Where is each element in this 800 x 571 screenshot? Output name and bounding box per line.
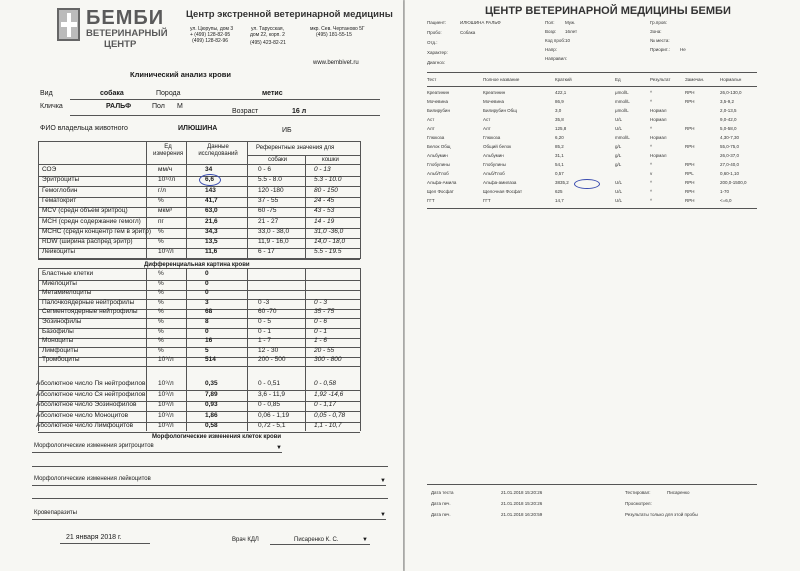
table-cell: v bbox=[650, 171, 653, 176]
table-cell: mmol/L bbox=[615, 99, 630, 104]
param-ref-cat: 300 - 800 bbox=[314, 356, 342, 364]
param-name: MCHC (средн концентр гем в эритр) bbox=[42, 227, 152, 235]
table-cell: Общий белок bbox=[483, 144, 512, 149]
meta-label: Пол: bbox=[545, 20, 555, 25]
pol-label: Пол bbox=[152, 103, 165, 110]
table-cell: 35,8 bbox=[555, 117, 564, 122]
param-name: Абсолютное число Пя нейтрофилов bbox=[36, 380, 146, 387]
table-cell: Альфа-амилаза bbox=[483, 180, 517, 185]
morph-leuk-label: Морфологические изменения лейкоцитов bbox=[34, 476, 151, 482]
param-value: 68 bbox=[205, 308, 213, 316]
param-value: 0 bbox=[205, 279, 209, 287]
param-unit: % bbox=[158, 298, 164, 306]
table-cell: Билирубин Общ bbox=[483, 108, 517, 113]
meta-value: 10 bbox=[565, 38, 571, 43]
table-cell: 200,0-1500,0 bbox=[720, 180, 747, 185]
table-cell: 2,0-13,5 bbox=[720, 108, 737, 113]
meta-label: Гр.пров: bbox=[650, 20, 668, 25]
param-ref-cat: 0 - 0,58 bbox=[314, 380, 337, 387]
param-unit: % bbox=[158, 337, 164, 345]
table-cell: 6,20 bbox=[555, 135, 564, 140]
table-cell: U/L bbox=[615, 126, 623, 131]
column-header: Замечан. bbox=[685, 77, 705, 82]
table-cell: ^ bbox=[650, 189, 653, 194]
param-name: Миелоциты bbox=[42, 279, 77, 287]
table-cell: ^ bbox=[650, 126, 653, 131]
pol-value: М bbox=[177, 103, 183, 110]
table-cell: ^ bbox=[650, 90, 653, 95]
doctor-name: Писаренко К. С. bbox=[294, 537, 339, 543]
param-ref-dog: 0 - 1 bbox=[258, 327, 272, 335]
param-unit: % bbox=[158, 289, 164, 297]
param-ref-dog: 0,72 - 5,1 bbox=[258, 422, 286, 430]
param-unit: г/л bbox=[158, 186, 166, 194]
center-title: Центр экстренной ветеринарной медицины bbox=[186, 9, 393, 20]
table-cell: Нормал bbox=[650, 108, 667, 113]
table-cell: 9,0-42,0 bbox=[720, 117, 737, 122]
meta-label: Отд.: bbox=[427, 40, 438, 45]
param-value: 6,6 bbox=[205, 176, 215, 184]
meta-label: Характер: bbox=[427, 50, 448, 55]
vozrast-value: 16 л bbox=[292, 108, 307, 115]
param-ref-cat: 1,1 - 10,7 bbox=[314, 422, 342, 430]
owner-value: ИЛЮШИНА bbox=[178, 125, 218, 132]
param-ref-cat: 1 - 6 bbox=[314, 337, 328, 345]
table-cell: U/L bbox=[615, 189, 623, 194]
table-cell: g/L bbox=[615, 144, 622, 149]
param-value: 11,6 bbox=[205, 248, 218, 256]
param-value: 34 bbox=[205, 166, 213, 173]
param-name: Гематокрит bbox=[42, 196, 77, 204]
biochem-printout bbox=[405, 0, 800, 571]
table-cell: U/L bbox=[615, 117, 623, 122]
table-cell: <=6,0 bbox=[720, 198, 732, 203]
vozrast-label: Возраст bbox=[232, 108, 259, 115]
table-cell: Щел Фосфат bbox=[427, 189, 454, 194]
param-name: Абсолютное число Лимфоцитов bbox=[36, 422, 134, 430]
param-ref-dog: 0 - 0,85 bbox=[258, 401, 281, 409]
owner-value-2: ИБ bbox=[282, 127, 292, 134]
morph-eryth-select[interactable] bbox=[32, 444, 282, 453]
param-value: 0,58 bbox=[205, 422, 218, 430]
table-cell: RPH bbox=[685, 189, 695, 194]
param-value: 21,6 bbox=[205, 217, 218, 225]
table-cell: Глюкоза bbox=[427, 135, 445, 140]
table-cell: Глобулины bbox=[483, 162, 506, 167]
param-value: 8 bbox=[205, 318, 209, 325]
table-cell: Щелочная Фосфат bbox=[483, 189, 523, 194]
param-ref-cat: 43 - 53 bbox=[314, 207, 335, 215]
param-ref-cat: 14 - 19 bbox=[314, 217, 335, 225]
column-header: Ед bbox=[615, 77, 621, 82]
param-unit: % bbox=[158, 308, 164, 316]
table-cell: Аст bbox=[483, 117, 491, 122]
param-ref-cat: 24 - 45 bbox=[314, 196, 335, 204]
param-name: MCV (средн объем эритроц) bbox=[42, 207, 128, 215]
table-cell: Альфа-Амила bbox=[427, 180, 457, 185]
param-ref-dog: 0 - 5 bbox=[258, 318, 272, 325]
param-name: RDW (ширина распред эритр) bbox=[42, 238, 133, 246]
param-value: 0,35 bbox=[205, 380, 218, 387]
table-cell: Глобулины bbox=[427, 162, 450, 167]
param-ref-cat: 0 - 3 bbox=[314, 298, 328, 306]
param-value: 0,93 bbox=[205, 401, 218, 409]
table-cell: 3,0 bbox=[555, 108, 562, 113]
param-name: Абсолютное число Моноцитов bbox=[36, 411, 129, 419]
table-cell: Нормал bbox=[650, 117, 667, 122]
param-ref-cat: 1,92 -14,6 bbox=[314, 390, 344, 398]
param-ref-dog: 21 - 27 bbox=[258, 217, 279, 225]
th-ref: Референтные значения для bbox=[256, 145, 335, 151]
param-unit: пг bbox=[158, 217, 164, 225]
column-header: Тест bbox=[427, 77, 437, 82]
param-unit: 10⁹/л bbox=[158, 411, 174, 419]
table-cell: g/L bbox=[615, 153, 622, 158]
meta-label: Направил: bbox=[545, 56, 567, 61]
table-cell: Альб/Глоб bbox=[483, 171, 505, 176]
param-name: Эритроциты bbox=[42, 176, 80, 184]
table-cell: 4,30-7,30 bbox=[720, 135, 740, 140]
param-value: 34,3 bbox=[205, 227, 218, 235]
param-value: 13,5 bbox=[205, 238, 218, 246]
param-value: 143 bbox=[205, 186, 216, 194]
meta-label: Диагноз: bbox=[427, 60, 445, 65]
table-cell: ^ bbox=[650, 180, 653, 185]
table-cell: Креатинин bbox=[483, 90, 506, 95]
footer-label: Дата печ. bbox=[431, 501, 451, 506]
param-ref-cat: 31,0 -36,0 bbox=[314, 227, 344, 235]
meta-value: Муж. bbox=[565, 20, 576, 25]
param-unit: % bbox=[158, 238, 164, 246]
vid-value: собака bbox=[100, 90, 124, 97]
dropdown-arrow-icon[interactable]: ▼ bbox=[276, 445, 282, 451]
param-value: 1,86 bbox=[205, 411, 218, 419]
param-unit: % bbox=[158, 227, 164, 235]
address-2-street: ул. Тарусская, дом 22, корп. 2 bbox=[250, 26, 285, 38]
param-name: Сегментоядерные нейтрофилы bbox=[42, 308, 138, 316]
param-ref-dog: 37 - 55 bbox=[258, 196, 279, 204]
table-cell: 14,7 bbox=[555, 198, 564, 203]
meta-value: ИЛЮШИНА РАЛЬФ bbox=[460, 20, 501, 25]
table-cell: 27,0-40,0 bbox=[720, 162, 740, 167]
param-unit: 10¹²/л bbox=[158, 176, 176, 184]
param-unit: % bbox=[158, 346, 164, 354]
param-ref-cat: 0 - 1,17 bbox=[314, 401, 337, 409]
param-ref-cat: 0 - 13 bbox=[314, 166, 331, 173]
param-ref-dog: 6 - 17 bbox=[258, 248, 275, 256]
table-cell: Креатинин bbox=[427, 90, 450, 95]
table-cell: U/L bbox=[615, 180, 623, 185]
param-value: 5 bbox=[205, 346, 209, 354]
morph-title: Морфологические изменения клеток крови bbox=[152, 434, 282, 440]
param-value: 7,89 bbox=[205, 390, 218, 398]
klichka-value: РАЛЬФ bbox=[106, 103, 132, 110]
dropdown-arrow-icon[interactable]: ▼ bbox=[380, 512, 386, 518]
param-value: 3 bbox=[205, 298, 209, 306]
param-name: Лимфоциты bbox=[42, 346, 79, 354]
vid-label: Вид bbox=[40, 90, 53, 97]
table-cell: 0,57 bbox=[555, 171, 564, 176]
param-ref-dog: 0,06 - 1,19 bbox=[258, 411, 290, 419]
meta-label: Возр: bbox=[545, 29, 557, 34]
param-name: Палочкоядерные нейтрофилы bbox=[42, 298, 135, 306]
table-cell: 31,1 bbox=[555, 153, 564, 158]
table-cell: U/L bbox=[615, 198, 623, 203]
parasites-label: Кровепаразиты bbox=[34, 510, 77, 516]
cross-logo-icon bbox=[57, 8, 80, 41]
param-ref-dog: 5.5 - 8.0 bbox=[258, 176, 282, 184]
param-ref-cat: 0 - 6 bbox=[314, 318, 328, 325]
param-ref-dog: 33,0 - 38,0 bbox=[258, 227, 290, 235]
address-1-street: ул. Цюрупы, дом 3 bbox=[190, 26, 234, 32]
param-ref-dog: 0 - 0,51 bbox=[258, 380, 281, 387]
meta-value: Не bbox=[680, 47, 686, 52]
param-ref-dog: 3,6 - 11,9 bbox=[258, 390, 285, 398]
param-ref-dog: 1 - 7 bbox=[258, 337, 272, 345]
table-cell: μmol/L bbox=[615, 90, 629, 95]
param-unit: мкм³ bbox=[158, 207, 172, 215]
param-ref-cat: 0,05 - 0,78 bbox=[314, 411, 346, 419]
param-value: 0 bbox=[205, 327, 209, 335]
param-unit: 10⁹/л bbox=[158, 356, 174, 364]
param-unit: % bbox=[158, 196, 164, 204]
handwritten-circle bbox=[574, 179, 600, 189]
param-unit: % bbox=[158, 279, 164, 287]
table-cell: Белок Общ bbox=[427, 144, 451, 149]
param-name: Абсолютное число Ся нейтрофилов bbox=[36, 390, 146, 398]
handwritten-circle bbox=[199, 174, 221, 186]
address-1-phones: + (499) 128-82-95 (499) 128-82-96 bbox=[190, 32, 231, 44]
table-cell: Глюкоза bbox=[483, 135, 501, 140]
table-cell: RPH bbox=[685, 144, 695, 149]
param-value: 16 bbox=[205, 337, 213, 345]
th-cats: кошки bbox=[322, 157, 339, 163]
column-header: Краткий bbox=[555, 77, 572, 82]
table-cell: RPH bbox=[685, 90, 695, 95]
table-cell: 625 bbox=[555, 189, 563, 194]
footer-label: Дата теста bbox=[431, 490, 454, 495]
parasites-select[interactable] bbox=[32, 511, 386, 520]
lab-title: ЦЕНТР ВЕТЕРИНАРНОЙ МЕДИЦИНЫ БЕМБИ bbox=[485, 5, 731, 17]
dropdown-arrow-icon[interactable]: ▼ bbox=[380, 478, 386, 484]
param-value: 63,0 bbox=[205, 207, 218, 215]
table-cell: Аст bbox=[427, 117, 435, 122]
table-cell: Мочевина bbox=[483, 99, 504, 104]
brand-line1: БЕМБИ bbox=[86, 7, 165, 29]
param-unit: % bbox=[158, 327, 164, 335]
param-ref-dog: 12 - 30 bbox=[258, 346, 279, 354]
param-ref-cat: 14,0 - 18,0 bbox=[314, 238, 346, 246]
address-2-phones: (495) 423-82-21 bbox=[250, 40, 286, 46]
table-cell: 3835,2 bbox=[555, 180, 569, 185]
param-ref-cat: 20 - 55 bbox=[314, 346, 335, 354]
table-cell: 86,9 bbox=[555, 99, 564, 104]
meta-label: Приорит.: bbox=[650, 47, 670, 52]
param-name: Моноциты bbox=[42, 337, 74, 345]
table-cell: g/L bbox=[615, 162, 622, 167]
address-3-street: мкр. Сев. Чертаново 5Г bbox=[310, 26, 365, 32]
table-cell: Алт bbox=[427, 126, 435, 131]
meta-label: Пробо: bbox=[427, 30, 442, 35]
th-dogs: собаки bbox=[268, 157, 288, 163]
param-unit: % bbox=[158, 270, 164, 277]
table-cell: Алт bbox=[483, 126, 491, 131]
brand-line2: ВЕТЕРИНАРНЫЙ bbox=[86, 28, 168, 39]
doctor-label: Врач КДЛ bbox=[232, 537, 259, 543]
table-cell: ^ bbox=[650, 198, 653, 203]
param-ref-dog: 0 -3 bbox=[258, 298, 270, 306]
table-cell: μmol/L bbox=[615, 108, 629, 113]
table-cell: RPH bbox=[685, 180, 695, 185]
table-cell: mmol/L bbox=[615, 135, 630, 140]
param-ref-dog: 11,9 - 16,0 bbox=[258, 238, 289, 246]
param-name: Базофилы bbox=[42, 327, 74, 335]
param-unit: 10⁹/л bbox=[158, 390, 174, 398]
table-cell: ГГТ bbox=[483, 198, 491, 203]
table-cell: 55,0-75,0 bbox=[720, 144, 740, 149]
table-cell: Нормал bbox=[650, 135, 667, 140]
param-ref-dog: 200 - 500 bbox=[258, 356, 286, 364]
diff-title: Дифференциальная картина крови bbox=[144, 262, 250, 268]
column-header: Результат bbox=[650, 77, 671, 82]
table-cell: 5,0-58,0 bbox=[720, 126, 737, 131]
param-name: Абсолютное число Эозинофилов bbox=[36, 401, 137, 409]
param-ref-cat: 80 - 150 bbox=[314, 186, 338, 194]
meta-label: Код проб: bbox=[545, 38, 566, 43]
footer-value: 21.01.2018 15:20:26 bbox=[501, 490, 543, 495]
footer-label: Просмотрел: bbox=[625, 501, 652, 506]
param-unit: 10⁹/л bbox=[158, 248, 174, 256]
footer-label: Дата печ. bbox=[431, 512, 451, 517]
param-ref-cat: 5.3 - 10.0 bbox=[314, 176, 342, 184]
table-cell: Альб/Глоб bbox=[427, 171, 449, 176]
footer-value: 21.01.2018 15:20:26 bbox=[501, 501, 543, 506]
table-cell: Билирубин bbox=[427, 108, 450, 113]
address-3-phones: (495) 181-55-15 bbox=[316, 32, 352, 38]
morph-eryth-label: Морфологические изменения эритроцитов bbox=[34, 443, 154, 449]
meta-label: № места: bbox=[650, 38, 670, 43]
table-cell: ^ bbox=[650, 162, 653, 167]
table-cell: 1-70 bbox=[720, 189, 730, 194]
param-value: 0 bbox=[205, 289, 209, 297]
table-cell: 54,1 bbox=[555, 162, 564, 167]
meta-value: 16лет bbox=[565, 29, 578, 34]
footer-value: 21.01.2018 16:20:59 bbox=[501, 512, 543, 517]
table-cell: RPH bbox=[685, 198, 695, 203]
param-ref-dog: 120 -180 bbox=[258, 186, 284, 194]
table-cell: Нормал bbox=[650, 153, 667, 158]
table-cell: RPL bbox=[685, 171, 694, 176]
morph-leuk-select[interactable] bbox=[32, 477, 386, 486]
table-cell: RPH bbox=[685, 99, 695, 104]
dropdown-arrow-icon[interactable]: ▼ bbox=[362, 537, 368, 543]
table-cell: ГГТ bbox=[427, 198, 435, 203]
table-cell: 26,0-37,0 bbox=[720, 153, 740, 158]
param-name: MCH (средн содержание гемогл) bbox=[42, 217, 141, 225]
param-value: 41,7 bbox=[205, 196, 218, 204]
poroda-label: Порода bbox=[156, 90, 181, 97]
table-cell: 85,2 bbox=[555, 144, 564, 149]
form-title: Клинический анализ крови bbox=[130, 70, 231, 79]
table-cell: ^ bbox=[650, 99, 653, 104]
table-cell: Мочевина bbox=[427, 99, 448, 104]
meta-label: Зона: bbox=[650, 29, 662, 34]
param-ref-dog: 60 -70 bbox=[258, 308, 277, 316]
brand-line3: ЦЕНТР bbox=[104, 39, 137, 50]
param-unit: % bbox=[158, 318, 164, 325]
param-value: 514 bbox=[205, 356, 216, 364]
th-unit: Ед измерения bbox=[153, 144, 184, 157]
meta-value: Собака bbox=[460, 30, 476, 35]
table-cell: Альбумин bbox=[483, 153, 504, 158]
table-cell: ^ bbox=[650, 144, 653, 149]
meta-label: Напр: bbox=[545, 47, 557, 52]
param-ref-dog: 0 - 6 bbox=[258, 166, 272, 173]
param-unit: 10⁹/л bbox=[158, 380, 174, 387]
table-cell: 3,5-9,2 bbox=[720, 99, 735, 104]
footer-label: Тестировал: bbox=[625, 490, 651, 495]
param-unit: мм/ч bbox=[158, 166, 173, 173]
param-ref-cat: 0 - 1 bbox=[314, 327, 328, 335]
param-ref-cat: 5.5 - 19.5 bbox=[314, 248, 342, 256]
table-cell: 26,0-130,0 bbox=[720, 90, 742, 95]
param-name: Лейкоциты bbox=[42, 248, 76, 256]
param-name: Эозинофилы bbox=[42, 318, 82, 325]
footer-value: Писаренко bbox=[667, 490, 690, 495]
th-data: Данные исследований bbox=[198, 144, 238, 157]
param-name: Тромбоциты bbox=[42, 356, 80, 364]
footer-label: Результаты только для этой пробы bbox=[625, 512, 698, 517]
table-cell: 422,1 bbox=[555, 90, 567, 95]
form-date: 21 января 2018 г. bbox=[66, 534, 122, 541]
param-unit: 10⁹/л bbox=[158, 401, 174, 409]
owner-label: ФИО владельца животного bbox=[40, 125, 128, 132]
table-cell: RPH bbox=[685, 162, 695, 167]
column-header: Нормальн bbox=[720, 77, 742, 82]
param-unit: 10⁹/л bbox=[158, 422, 174, 430]
param-name: Гемоглобин bbox=[42, 186, 78, 194]
website: www.bembivet.ru bbox=[313, 60, 359, 66]
param-value: 0 bbox=[205, 270, 209, 277]
table-cell: 125,8 bbox=[555, 126, 567, 131]
table-cell: 0,60-1,10 bbox=[720, 171, 740, 176]
meta-label: Пациент: bbox=[427, 20, 447, 25]
param-name: СОЭ bbox=[42, 166, 57, 173]
table-cell: Альбумин bbox=[427, 153, 448, 158]
poroda-value: метис bbox=[262, 90, 283, 97]
table-cell: RPH bbox=[685, 126, 695, 131]
column-header: Полное название bbox=[483, 77, 520, 82]
param-name: Метамиелоциты bbox=[42, 289, 92, 297]
param-name: Бластные клетки bbox=[42, 270, 94, 277]
param-ref-cat: 35 - 75 bbox=[314, 308, 335, 316]
klichka-label: Кличка bbox=[40, 103, 63, 110]
param-ref-dog: 60 -75 bbox=[258, 207, 277, 215]
